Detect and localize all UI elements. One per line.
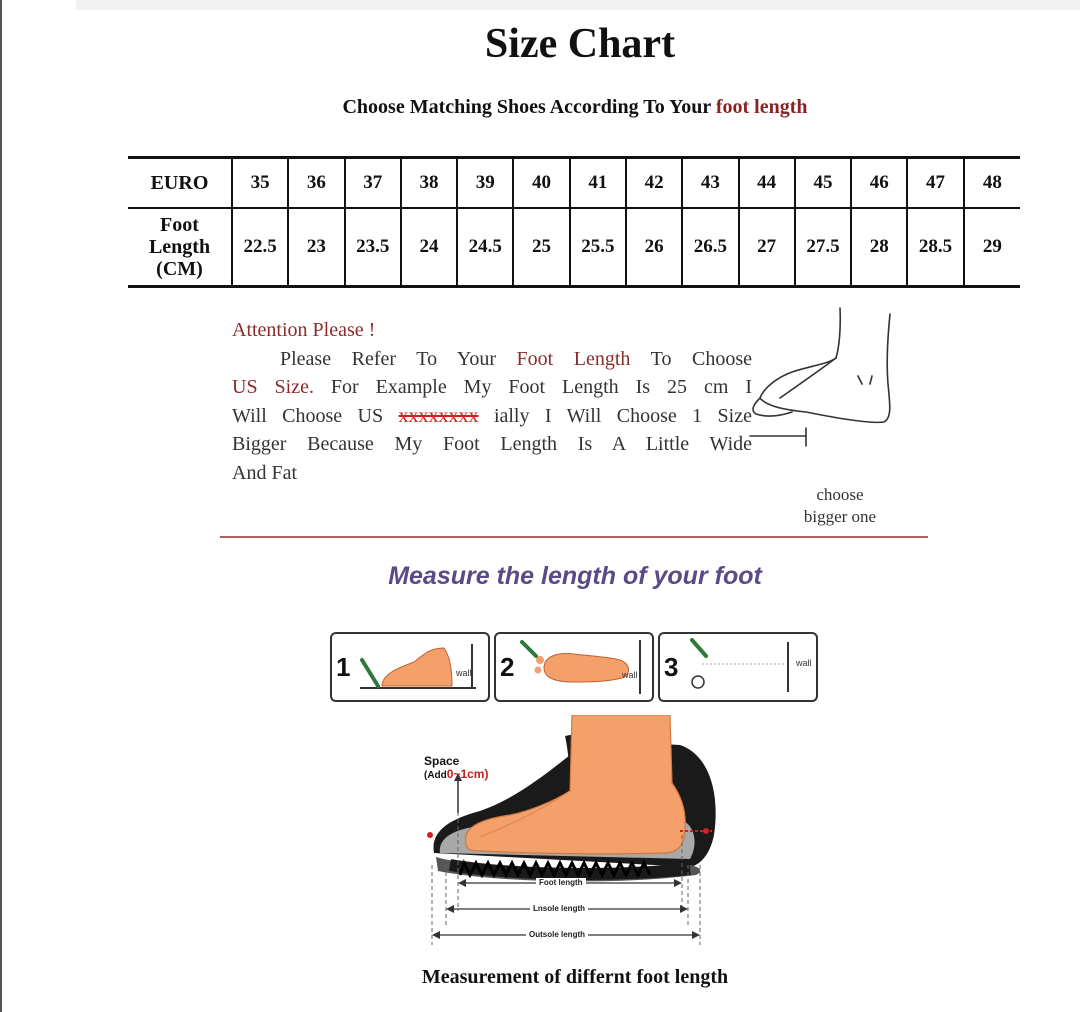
attention-line: And Fat — [232, 461, 297, 484]
euro-cell: 48 — [964, 158, 1020, 209]
attention-line: Bigger Because My Foot Length Is A Little Wide — [232, 433, 752, 455]
euro-cell: 36 — [288, 158, 344, 209]
step-number: 2 — [500, 652, 515, 682]
wall-label: wall — [622, 670, 638, 680]
size-table — [128, 156, 1020, 288]
attention-us-size: US Size. — [232, 376, 314, 398]
foot-length-label: Foot length — [536, 878, 586, 887]
foot-length-cell: 27.5 — [795, 208, 851, 287]
euro-cell: 45 — [795, 158, 851, 209]
subtitle-highlight: foot length — [715, 96, 808, 118]
attention-redacted-size: xxxxxxxx — [398, 404, 479, 427]
foot-length-cell: 25.5 — [570, 208, 626, 287]
euro-cell: 38 — [401, 158, 457, 209]
choose-note-line: bigger one — [803, 507, 877, 526]
foot-sketch-icon — [740, 300, 910, 460]
subtitle-prefix: Choose Matching Shoes According To Your — [342, 96, 711, 118]
foot-length-cell: 24 — [401, 208, 457, 287]
section-divider — [220, 536, 928, 538]
attention-foot-length: Foot Length — [516, 347, 631, 370]
foot-length-cell: 26 — [626, 208, 682, 287]
top-edge — [76, 0, 1080, 10]
page-title: Size Chart — [484, 21, 676, 67]
euro-header: EURO — [150, 172, 209, 194]
choose-note-line: choose — [816, 485, 864, 504]
left-edge — [0, 0, 2, 1012]
insole-length-label: Lnsole length — [530, 904, 588, 913]
foot-length-header-line: Length — [148, 236, 211, 258]
foot-length-cell: 28 — [851, 208, 907, 287]
foot-length-header — [128, 208, 232, 287]
foot-length-row — [128, 208, 1020, 287]
outsole-length-label: Outsole length — [526, 930, 588, 939]
space-title: Space — [424, 754, 460, 768]
attention-text: Please Refer To Your — [280, 347, 496, 370]
foot-length-cell: 26.5 — [682, 208, 738, 287]
attention-text: To Choose — [650, 347, 753, 370]
measure-heading: Measure the length of your foot — [388, 562, 762, 590]
space-label — [424, 755, 488, 782]
euro-cell: 47 — [907, 158, 963, 209]
euro-cell: 37 — [345, 158, 401, 209]
foot-length-cell: 28.5 — [907, 208, 963, 287]
step-number: 3 — [664, 652, 679, 682]
euro-cell: 46 — [851, 158, 907, 209]
step-3 — [658, 632, 818, 702]
foot-length-header-line: (CM) — [156, 258, 203, 280]
measure-steps — [330, 632, 820, 702]
euro-cell: 41 — [570, 158, 626, 209]
ruler-measure-icon — [682, 638, 812, 696]
attention-text: For Example My Foot Length Is 25 cm I — [330, 376, 752, 398]
foot-length-cell: 29 — [964, 208, 1020, 287]
wall-label: wall — [456, 668, 472, 678]
foot-length-cell: 23 — [288, 208, 344, 287]
attention-line — [232, 345, 752, 374]
attention-heading: Attention Please ! — [232, 319, 376, 341]
euro-cell: 39 — [457, 158, 513, 209]
foot-length-cell: 27 — [739, 208, 795, 287]
foot-top-view-icon — [518, 638, 648, 696]
choose-bigger-note — [790, 484, 890, 528]
foot-length-cell: 24.5 — [457, 208, 513, 287]
diagram-caption: Measurement of differnt foot length — [421, 966, 729, 988]
step-1 — [330, 632, 490, 702]
euro-cell: 35 — [232, 158, 288, 209]
foot-length-cell: 23.5 — [345, 208, 401, 287]
step-number: 1 — [336, 652, 351, 682]
space-range: 0~1cm) — [446, 767, 489, 781]
euro-cell: 43 — [682, 158, 738, 209]
euro-row — [128, 158, 1020, 209]
attention-note — [232, 316, 752, 487]
step-2 — [494, 632, 654, 702]
euro-cell: 40 — [513, 158, 569, 209]
attention-line — [232, 402, 752, 431]
subtitle — [0, 96, 1080, 119]
attention-text: ially I Will Choose 1 Size — [493, 404, 752, 427]
space-add — [424, 768, 488, 782]
euro-cell: 42 — [626, 158, 682, 209]
attention-text: Will Choose US — [232, 404, 384, 427]
attention-line — [232, 373, 752, 402]
wall-label: wall — [796, 658, 812, 668]
foot-length-cell: 22.5 — [232, 208, 288, 287]
foot-length-cell: 25 — [513, 208, 569, 287]
foot-length-header-line: Foot — [160, 214, 199, 236]
euro-cell: 44 — [739, 158, 795, 209]
space-add-prefix: (Add — [424, 770, 447, 781]
